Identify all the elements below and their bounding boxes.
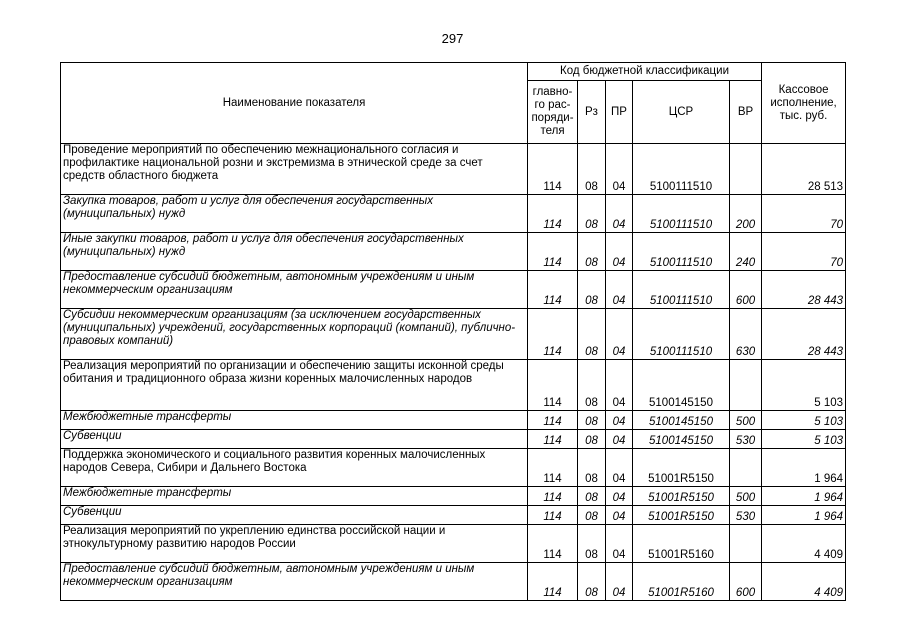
cell-glav: 114	[528, 487, 578, 506]
cell-pr: 04	[606, 563, 633, 601]
cell-name: Субсидии некоммерческим организациям (за исключением государственных (муниципальных) учреждений, государственных корпораций (компаний), публично-правовых компаний)	[61, 309, 528, 360]
header-rz: Рз	[578, 81, 606, 144]
cell-pr: 04	[606, 487, 633, 506]
cell-glav: 114	[528, 449, 578, 487]
cell-glav: 114	[528, 525, 578, 563]
cell-vr	[730, 144, 762, 195]
cell-csr: 51001R5150	[633, 487, 730, 506]
cell-rz: 08	[578, 144, 606, 195]
cell-vr: 600	[730, 271, 762, 309]
table-row	[61, 360, 846, 411]
cell-rz: 08	[578, 411, 606, 430]
cell-vr	[730, 525, 762, 563]
cell-name: Предоставление субсидий бюджетным, автономным учреждениям и иным некоммерческим организациям	[61, 271, 528, 309]
cell-rz: 08	[578, 449, 606, 487]
cell-rz: 08	[578, 525, 606, 563]
table-row	[61, 195, 846, 233]
cell-rz: 08	[578, 360, 606, 411]
header-amount: Кассовое исполнение, тыс. руб.	[762, 63, 846, 144]
cell-amount: 5 103	[762, 430, 846, 449]
table-row	[61, 430, 846, 449]
cell-pr: 04	[606, 309, 633, 360]
cell-glav: 114	[528, 360, 578, 411]
cell-amount: 1 964	[762, 487, 846, 506]
cell-rz: 08	[578, 487, 606, 506]
cell-vr: 530	[730, 430, 762, 449]
cell-vr: 200	[730, 195, 762, 233]
cell-csr: 5100111510	[633, 271, 730, 309]
cell-glav: 114	[528, 430, 578, 449]
cell-amount: 28 443	[762, 271, 846, 309]
cell-amount: 28 443	[762, 309, 846, 360]
cell-glav: 114	[528, 309, 578, 360]
cell-pr: 04	[606, 430, 633, 449]
cell-vr: 240	[730, 233, 762, 271]
cell-name: Межбюджетные трансферты	[61, 487, 528, 506]
cell-name: Субвенции	[61, 506, 528, 525]
cell-glav: 114	[528, 506, 578, 525]
header-csr: ЦСР	[633, 81, 730, 144]
cell-pr: 04	[606, 449, 633, 487]
table-row	[61, 487, 846, 506]
cell-name: Иные закупки товаров, работ и услуг для обеспечения государственных (муниципальных) нужд	[61, 233, 528, 271]
cell-csr: 5100111510	[633, 309, 730, 360]
cell-vr	[730, 449, 762, 487]
cell-amount: 70	[762, 233, 846, 271]
table-row	[61, 506, 846, 525]
table-row	[61, 525, 846, 563]
cell-csr: 51001R5150	[633, 449, 730, 487]
cell-glav: 114	[528, 233, 578, 271]
cell-pr: 04	[606, 525, 633, 563]
cell-csr: 51001R5150	[633, 506, 730, 525]
cell-rz: 08	[578, 430, 606, 449]
header-code-group: Код бюджетной классификации	[528, 63, 762, 81]
cell-name: Реализация мероприятий по укреплению единства российской нации и этнокультурному развитию народов России	[61, 525, 528, 563]
cell-rz: 08	[578, 506, 606, 525]
cell-pr: 04	[606, 271, 633, 309]
cell-csr: 5100145150	[633, 360, 730, 411]
table-row	[61, 449, 846, 487]
cell-name: Проведение мероприятий по обеспечению межнационального согласия и профилактике национальной розни и экстремизма в этнической среде за счет средств областного бюджета	[61, 144, 528, 195]
header-glav: главно-го рас-поряди-теля	[528, 81, 578, 144]
cell-csr: 5100111510	[633, 233, 730, 271]
cell-name: Поддержка экономического и социального развития коренных малочисленных народов Севера, Сибири и Дальнего Востока	[61, 449, 528, 487]
cell-vr	[730, 360, 762, 411]
cell-pr: 04	[606, 360, 633, 411]
table-row	[61, 144, 846, 195]
cell-amount: 70	[762, 195, 846, 233]
table-row	[61, 271, 846, 309]
cell-rz: 08	[578, 563, 606, 601]
cell-name: Предоставление субсидий бюджетным, автономным учреждениям и иным некоммерческим организациям	[61, 563, 528, 601]
cell-vr: 500	[730, 487, 762, 506]
table-header	[61, 63, 846, 144]
cell-csr: 5100145150	[633, 430, 730, 449]
budget-table	[60, 62, 846, 601]
cell-name: Субвенции	[61, 430, 528, 449]
cell-csr: 5100111510	[633, 195, 730, 233]
cell-amount: 1 964	[762, 449, 846, 487]
page-number: 297	[441, 31, 464, 46]
cell-rz: 08	[578, 271, 606, 309]
header-pr: ПР	[606, 81, 633, 144]
cell-amount: 5 103	[762, 411, 846, 430]
cell-rz: 08	[578, 233, 606, 271]
cell-glav: 114	[528, 411, 578, 430]
cell-glav: 114	[528, 144, 578, 195]
cell-vr: 630	[730, 309, 762, 360]
cell-csr: 51001R5160	[633, 563, 730, 601]
table-row	[61, 309, 846, 360]
cell-name: Реализация мероприятий по организации и обеспечению защиты исконной среды обитания и традиционного образа жизни коренных малочисленных народов	[61, 360, 528, 411]
cell-amount: 5 103	[762, 360, 846, 411]
cell-rz: 08	[578, 195, 606, 233]
cell-csr: 5100145150	[633, 411, 730, 430]
cell-pr: 04	[606, 411, 633, 430]
table-body	[61, 144, 846, 601]
cell-glav: 114	[528, 195, 578, 233]
cell-vr: 500	[730, 411, 762, 430]
cell-glav: 114	[528, 271, 578, 309]
cell-csr: 51001R5160	[633, 525, 730, 563]
cell-pr: 04	[606, 233, 633, 271]
cell-csr: 5100111510	[633, 144, 730, 195]
table-row	[61, 233, 846, 271]
cell-glav: 114	[528, 563, 578, 601]
cell-name: Межбюджетные трансферты	[61, 411, 528, 430]
cell-amount: 28 513	[762, 144, 846, 195]
cell-rz: 08	[578, 309, 606, 360]
cell-name: Закупка товаров, работ и услуг для обеспечения государственных (муниципальных) нужд	[61, 195, 528, 233]
cell-vr: 530	[730, 506, 762, 525]
cell-pr: 04	[606, 195, 633, 233]
cell-amount: 4 409	[762, 525, 846, 563]
cell-amount: 4 409	[762, 563, 846, 601]
table-row	[61, 563, 846, 601]
table-row	[61, 411, 846, 430]
cell-vr: 600	[730, 563, 762, 601]
cell-pr: 04	[606, 144, 633, 195]
cell-amount: 1 964	[762, 506, 846, 525]
header-vr: ВР	[730, 81, 762, 144]
cell-pr: 04	[606, 506, 633, 525]
header-indicator-name: Наименование показателя	[61, 63, 528, 144]
